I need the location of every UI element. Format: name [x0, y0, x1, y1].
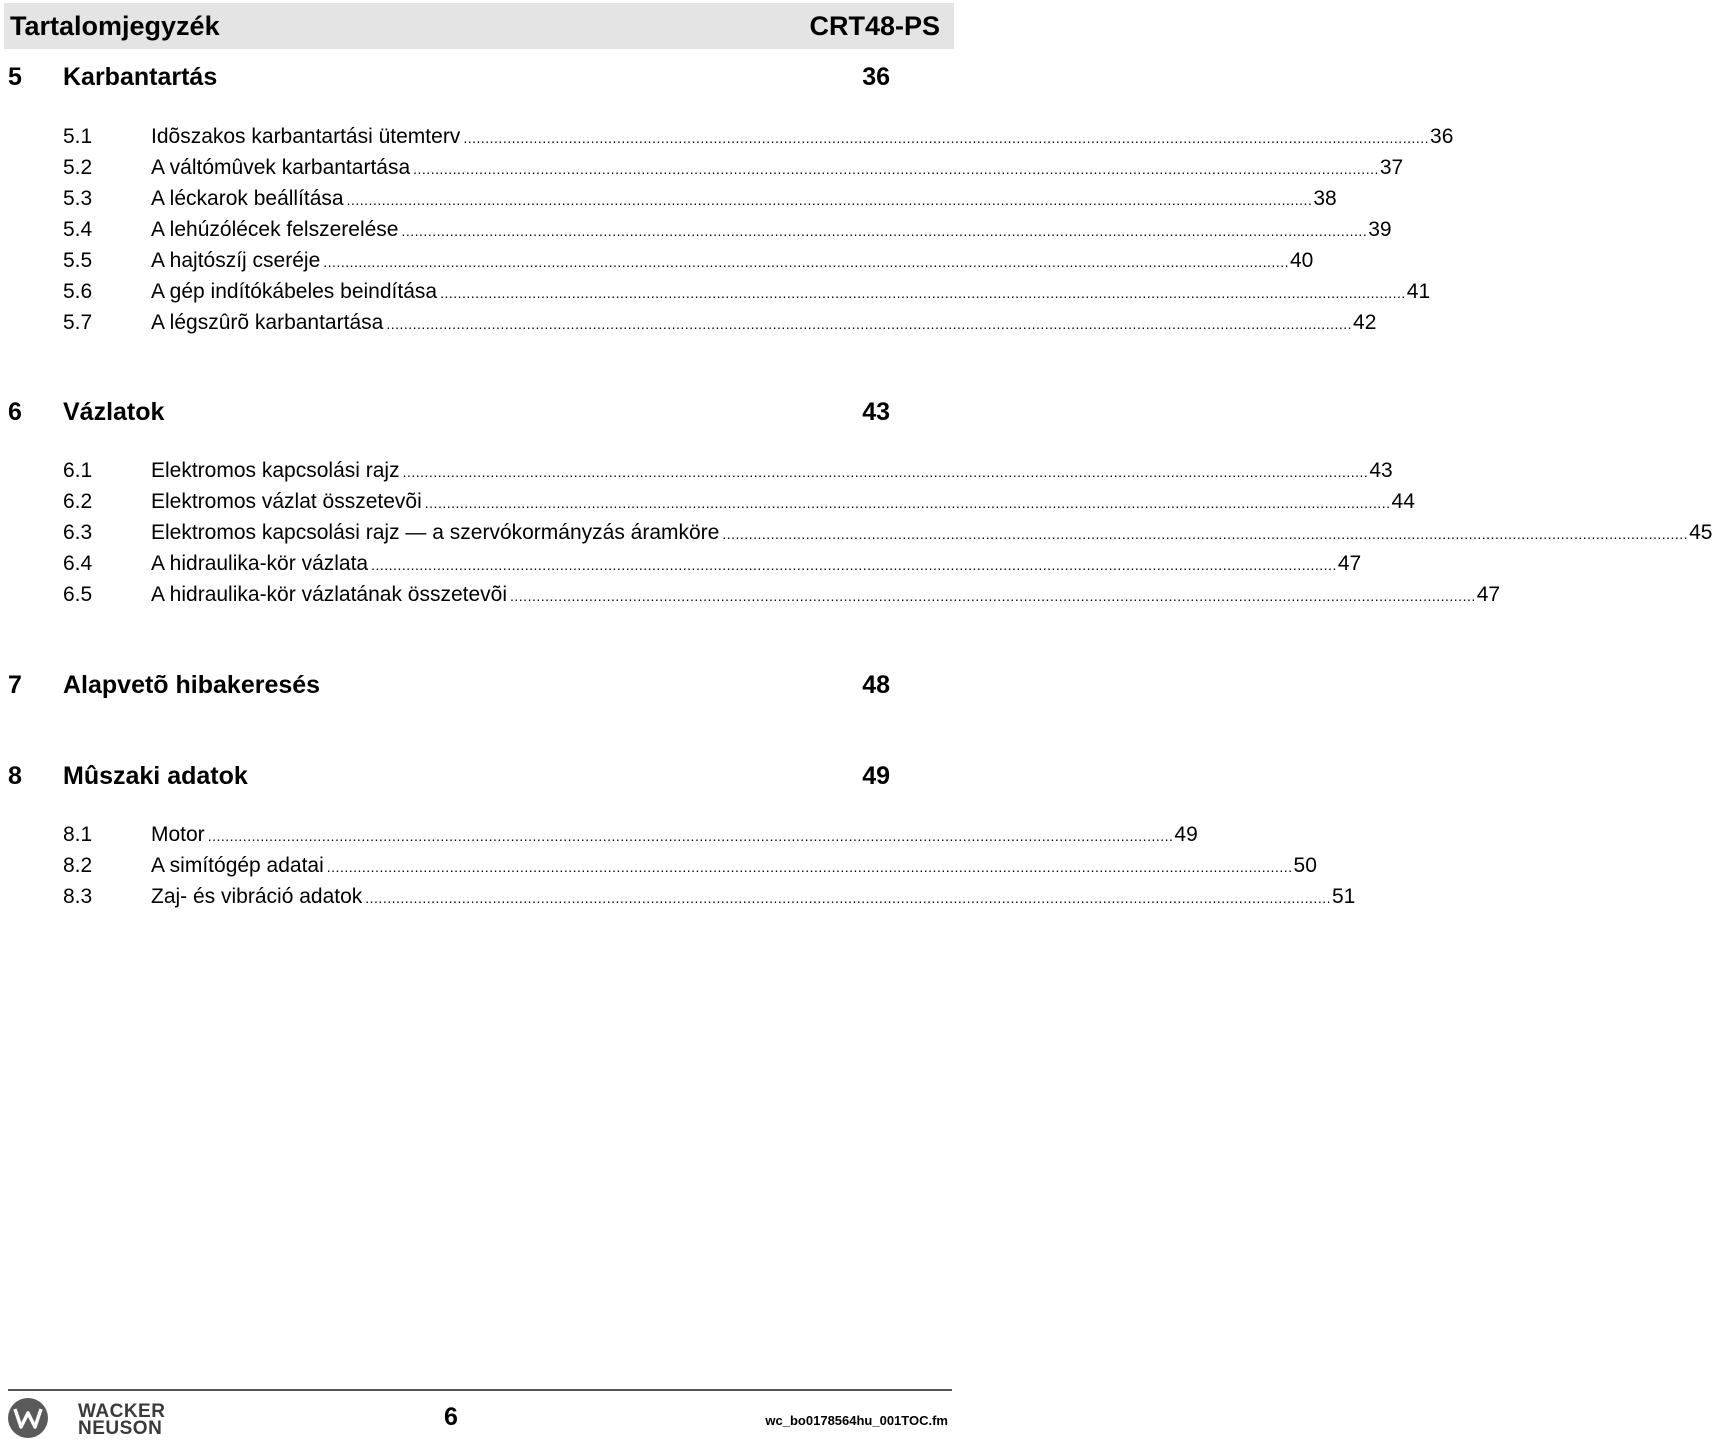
- entry-number: 8.3: [63, 885, 93, 908]
- toc-entry[interactable]: [0, 186, 1337, 212]
- toc-entry[interactable]: [0, 310, 1377, 336]
- entry-number: 6.3: [63, 521, 93, 544]
- toc-entry[interactable]: [0, 489, 1415, 515]
- dot-leader: ............................................................................................................................................................................................................................: [346, 192, 1313, 208]
- entry-number: 5.1: [63, 125, 93, 148]
- entry-row: [151, 279, 1431, 306]
- dot-leader: ............................................................................................................................................................................................................................: [440, 285, 1406, 301]
- dot-leader: ............................................................................................................................................................................................................................: [207, 828, 1174, 844]
- chapter-title: Mûszaki adatok: [63, 762, 248, 790]
- entry-number: 8.2: [63, 854, 93, 877]
- toc-entry[interactable]: [0, 248, 1314, 274]
- entry-row: [151, 310, 1377, 337]
- entry-row: [151, 884, 1356, 911]
- logo-line-2: NEUSON: [78, 1418, 163, 1439]
- entry-row: [151, 217, 1392, 244]
- chapter-number: 6: [8, 398, 22, 426]
- entry-page: 47: [1337, 552, 1362, 575]
- chapter-title: Karbantartás: [63, 63, 218, 91]
- entry-row: [151, 551, 1362, 578]
- toc-entry[interactable]: [0, 884, 1356, 910]
- entry-number: 6.1: [63, 459, 93, 482]
- dot-leader: ............................................................................................................................................................................................................................: [722, 526, 1689, 542]
- toc-entry[interactable]: [0, 279, 1431, 305]
- toc-entry[interactable]: [0, 458, 1393, 484]
- brand-logo: [78, 1403, 165, 1437]
- toc-entry[interactable]: [0, 124, 1454, 150]
- header-title: Tartalomjegyzék: [10, 10, 220, 41]
- dot-leader: ............................................................................................................................................................................................................................: [401, 223, 1368, 239]
- chapter-page: 36: [862, 63, 890, 91]
- entry-title: A váltómûvek karbantartása: [151, 156, 411, 179]
- entry-number: 5.6: [63, 280, 93, 303]
- chapter-title: Vázlatok: [63, 398, 165, 426]
- wacker-neuson-w-icon: [8, 1398, 48, 1438]
- entry-row: [151, 489, 1415, 516]
- entry-page: 51: [1332, 885, 1356, 908]
- entry-page: 47: [1476, 583, 1501, 606]
- entry-title: A légszûrõ karbantartása: [151, 311, 384, 334]
- entry-page: 50: [1293, 854, 1317, 877]
- entry-page: 38: [1313, 187, 1337, 210]
- entry-page: 43: [1369, 459, 1393, 482]
- dot-leader: ............................................................................................................................................................................................................................: [413, 161, 1379, 177]
- entry-title: Elektromos vázlat összetevõi: [151, 490, 422, 513]
- entry-page: 37: [1379, 156, 1404, 179]
- entry-title: Zaj- és vibráció adatok: [151, 885, 363, 908]
- entry-page: 36: [1430, 125, 1454, 148]
- chapter-page: 48: [862, 671, 890, 699]
- entry-page: 44: [1391, 490, 1415, 513]
- dot-leader: ............................................................................................................................................................................................................................: [365, 890, 1331, 906]
- entry-number: 6.4: [63, 552, 93, 575]
- entry-title: A hidraulika-kör vázlata: [151, 552, 369, 575]
- entry-page: 39: [1368, 218, 1392, 241]
- entry-title: A léckarok beállítása: [151, 187, 344, 210]
- entry-number: 5.7: [63, 311, 93, 334]
- entry-number: 5.5: [63, 249, 93, 272]
- entry-number: 8.1: [63, 823, 93, 846]
- entry-page: 40: [1290, 249, 1314, 272]
- dot-leader: ............................................................................................................................................................................................................................: [371, 557, 1337, 573]
- entry-number: 5.4: [63, 218, 93, 241]
- entry-row: [151, 124, 1454, 151]
- entry-row: [151, 458, 1393, 485]
- entry-row: [151, 520, 1712, 547]
- entry-number: 6.2: [63, 490, 93, 513]
- entry-number: 5.3: [63, 187, 93, 210]
- chapter-page: 49: [862, 762, 890, 790]
- chapter-number: 7: [8, 671, 22, 699]
- entry-title: A gép indítókábeles beindítása: [151, 280, 438, 303]
- logo-line-1: WACKER: [78, 1401, 166, 1422]
- entry-title: Elektromos kapcsolási rajz: [151, 459, 400, 482]
- dot-leader: ............................................................................................................................................................................................................................: [402, 464, 1369, 480]
- page-header: [4, 3, 954, 49]
- dot-leader: ............................................................................................................................................................................................................................: [463, 130, 1430, 146]
- header-model: CRT48-PS: [809, 10, 940, 41]
- entry-row: [151, 582, 1501, 609]
- entry-row: [151, 248, 1314, 275]
- dot-leader: ............................................................................................................................................................................................................................: [323, 254, 1289, 270]
- entry-title: Motor: [151, 823, 205, 846]
- entry-page: 42: [1353, 311, 1377, 334]
- entry-row: [151, 822, 1198, 849]
- entry-page: 45: [1689, 521, 1712, 544]
- entry-number: 6.5: [63, 583, 93, 606]
- page-number: 6: [444, 1403, 458, 1431]
- entry-title: A hajtószíj cseréje: [151, 249, 321, 272]
- entry-number: 5.2: [63, 156, 93, 179]
- dot-leader: ............................................................................................................................................................................................................................: [510, 588, 1476, 604]
- entry-title: A simítógép adatai: [151, 854, 324, 877]
- entry-title: Idõszakos karbantartási ütemterv: [151, 125, 461, 148]
- dot-leader: ............................................................................................................................................................................................................................: [326, 859, 1293, 875]
- entry-title: Elektromos kapcsolási rajz — a szervókormányzás áramköre: [151, 521, 720, 544]
- entry-row: [151, 186, 1337, 213]
- toc-entry[interactable]: [0, 853, 1317, 879]
- entry-title: A lehúzólécek felszerelése: [151, 218, 399, 241]
- chapter-title: Alapvetõ hibakeresés: [63, 671, 321, 699]
- dot-leader: ............................................................................................................................................................................................................................: [386, 316, 1353, 332]
- entry-row: [151, 853, 1317, 880]
- footer-divider: [8, 1389, 952, 1391]
- entry-row: [151, 155, 1404, 182]
- chapter-page: 43: [862, 398, 890, 426]
- entry-page: 49: [1174, 823, 1198, 846]
- file-name: wc_bo0178564hu_001TOC.fm: [765, 1413, 948, 1428]
- toc-entry[interactable]: [0, 217, 1392, 243]
- chapter-number: 5: [8, 63, 22, 91]
- dot-leader: ............................................................................................................................................................................................................................: [424, 495, 1391, 511]
- toc-entry[interactable]: [0, 582, 1501, 608]
- toc-entry[interactable]: [0, 155, 1404, 181]
- toc-entry[interactable]: [0, 822, 1198, 848]
- toc-entry[interactable]: [0, 520, 1712, 546]
- entry-page: 41: [1406, 280, 1431, 303]
- chapter-number: 8: [8, 762, 22, 790]
- entry-title: A hidraulika-kör vázlatának összetevõi: [151, 583, 508, 606]
- toc-entry[interactable]: [0, 551, 1362, 577]
